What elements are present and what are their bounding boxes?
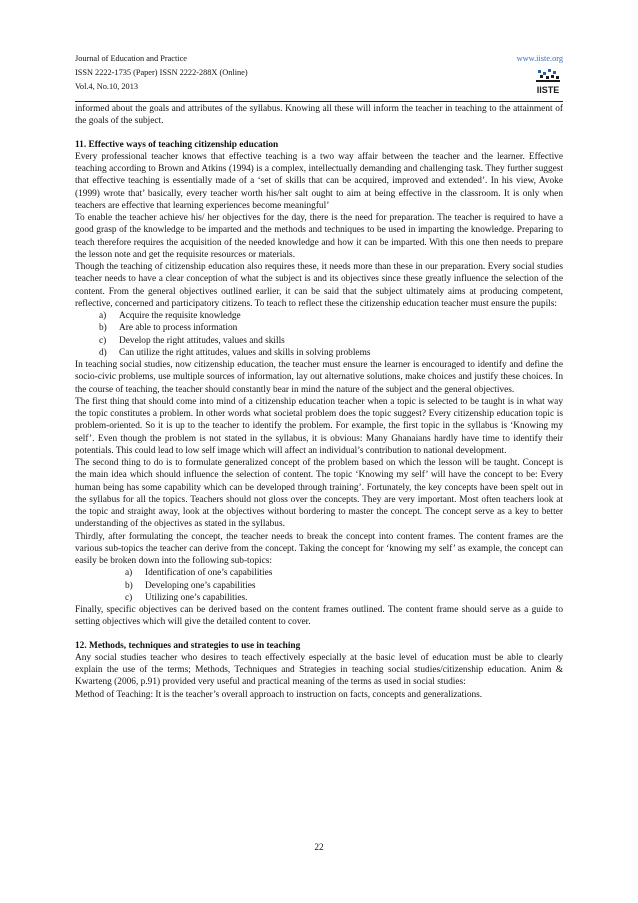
paragraph: Thirdly, after formulating the concept, the teacher needs to break the concept into content frames. The content frames are the various sub-topics the teacher can derive from the concept. Taking the concept for ‘knowing my self’ as example, the concept can easily be broken down into the following sub-topics: [75, 531, 563, 566]
journal-volume: Vol.4, No.10, 2013 [75, 82, 138, 91]
list-item: c) Develop the right attitudes, values and skills [99, 335, 285, 346]
iiste-logo [535, 68, 561, 96]
page-number: 22 [314, 843, 324, 853]
list-item: a) Identification of one’s capabilities [125, 568, 273, 579]
list-item: d) Can utilize the right attitudes, values and skills in solving problems [99, 347, 371, 358]
paragraph-intro: informed about the goals and attributes of the syllabus. Knowing all these will inform the teacher in teaching to the attainment of the goals of the subject. [75, 104, 563, 127]
list-item: a) Acquire the requisite knowledge [99, 311, 241, 321]
list-item: b) Are able to process information [99, 323, 238, 334]
header-divider [75, 101, 563, 102]
section-heading-12: 12. Methods, techniques and strategies to use in teaching [75, 640, 301, 651]
subtopics-list [75, 567, 563, 604]
list-item: b) Developing one’s capabilities [125, 580, 256, 591]
paragraph: The second thing to do is to formulate generalized concept of the problem based on which the lesson will be taught. Concept is the main idea which should influence the selection of content. The topic ‘Knowing my self’ will have the concept to be: Every human being has some capability which can be developed through training’. Fortunately, the key concepts have been spelt out in the syllabus for all the topics. Teachers should not gloss over the concepts. They are very important. Most often teachers look at the topic and straight away, look at the objectives without bordering to master the concept. The concept serve as a key to better understanding of the objectives as stated in the syllabus. [75, 458, 563, 530]
paragraph: Every professional teacher knows that effective teaching is a two way affair between the teacher and the learner. Effective teaching according to Brown and Atkins (1994) is a complex, intellectually demanding and challenging task. They further suggest that effective teaching is essentially made of a ‘set of skills that can be acquired, improved and extended’. In his view, Avoke (1999) wrote that’ basically, every teacher worth his/her salt ought to aim at being effective in the classroom. It is only when teachers are effective that learning experiences become meaningful’ [75, 151, 563, 211]
paragraph: Any social studies teacher who desires to teach effectively especially at the basic level of education must be able to clearly explain the use of the terms; Methods, Techniques and Strategies in teaching social studies/citizenship education. Anim & Kwarteng (2006, p.91) provided very useful and practical meaning of the terms as used in social studies: [75, 652, 563, 688]
section-heading-11: 11. Effective ways of teaching citizenship education [75, 139, 279, 150]
paragraph: Finally, specific objectives can be derived based on the content frames outlined. The content frame should serve as a guide to setting objectives which will give the detailed content to cover. [75, 605, 563, 628]
journal-url-link[interactable]: www.iiste.org [516, 54, 563, 63]
pupil-outcomes-list [75, 310, 563, 359]
paragraph: In teaching social studies, now citizenship education, the teacher must ensure the learner is encouraged to identify and define the socio-civic problems, use multiple sources of information, lay out alternative solutions, make choices and justify these choices. In the course of teaching, the teacher should constantly bear in mind the nature of the subject and the general objectives. [75, 360, 563, 395]
logo-wordmark: IISTE [536, 85, 560, 95]
paragraph: Method of Teaching: It is the teacher’s overall approach to instruction on facts, concepts and generalizations. [75, 689, 483, 700]
journal-title: Journal of Education and Practice [75, 54, 187, 63]
article-body [75, 103, 563, 701]
paragraph: To enable the teacher achieve his/ her objectives for the day, there is the need for preparation. The teacher is required to have a good grasp of the knowledge to be imparted and the methods and techniques to be used in imparting the knowledge. Preparing to teach therefore requires the acquisition of the needed knowledge and how it can be imparted. With this one then needs to prepare the lesson note and get the requisite resources or materials. [75, 213, 563, 260]
list-item: c) Utilizing one’s capabilities. [125, 592, 248, 603]
paragraph: Though the teaching of citizenship education also requires these, it needs more than these in our preparation. Every social studies teacher needs to have a clear conception of what the subject is and its objectives since these greatly influence the selection of the content. From the general objectives outlined earlier, it can be said that the subject ultimately aims at producing competent, reflective, concerned and participatory citizens. To teach to reflect these the citizenship education teacher must ensure the pupils: [75, 262, 563, 309]
journal-header [75, 52, 563, 100]
paragraph: The first thing that should come into mind of a citizenship education teacher when a topic is selected to be taught is in what way the topic constitutes a problem. In other words what societal problem does the topic suggest? Every citizenship education topic is problem-oriented. So it is up to the teacher to identify the problem. For example, the first topic in the syllabus is ‘Knowing my self’. Even though the problem is not stated in the syllabus, it is obvious: Many Ghanaians hardly have time to identify their potentials. This could lead to low self image which will affect an individual’s contribution to national development. [75, 396, 563, 456]
journal-issn: ISSN 2222-1735 (Paper) ISSN 2222-288X (Online) [75, 68, 248, 77]
